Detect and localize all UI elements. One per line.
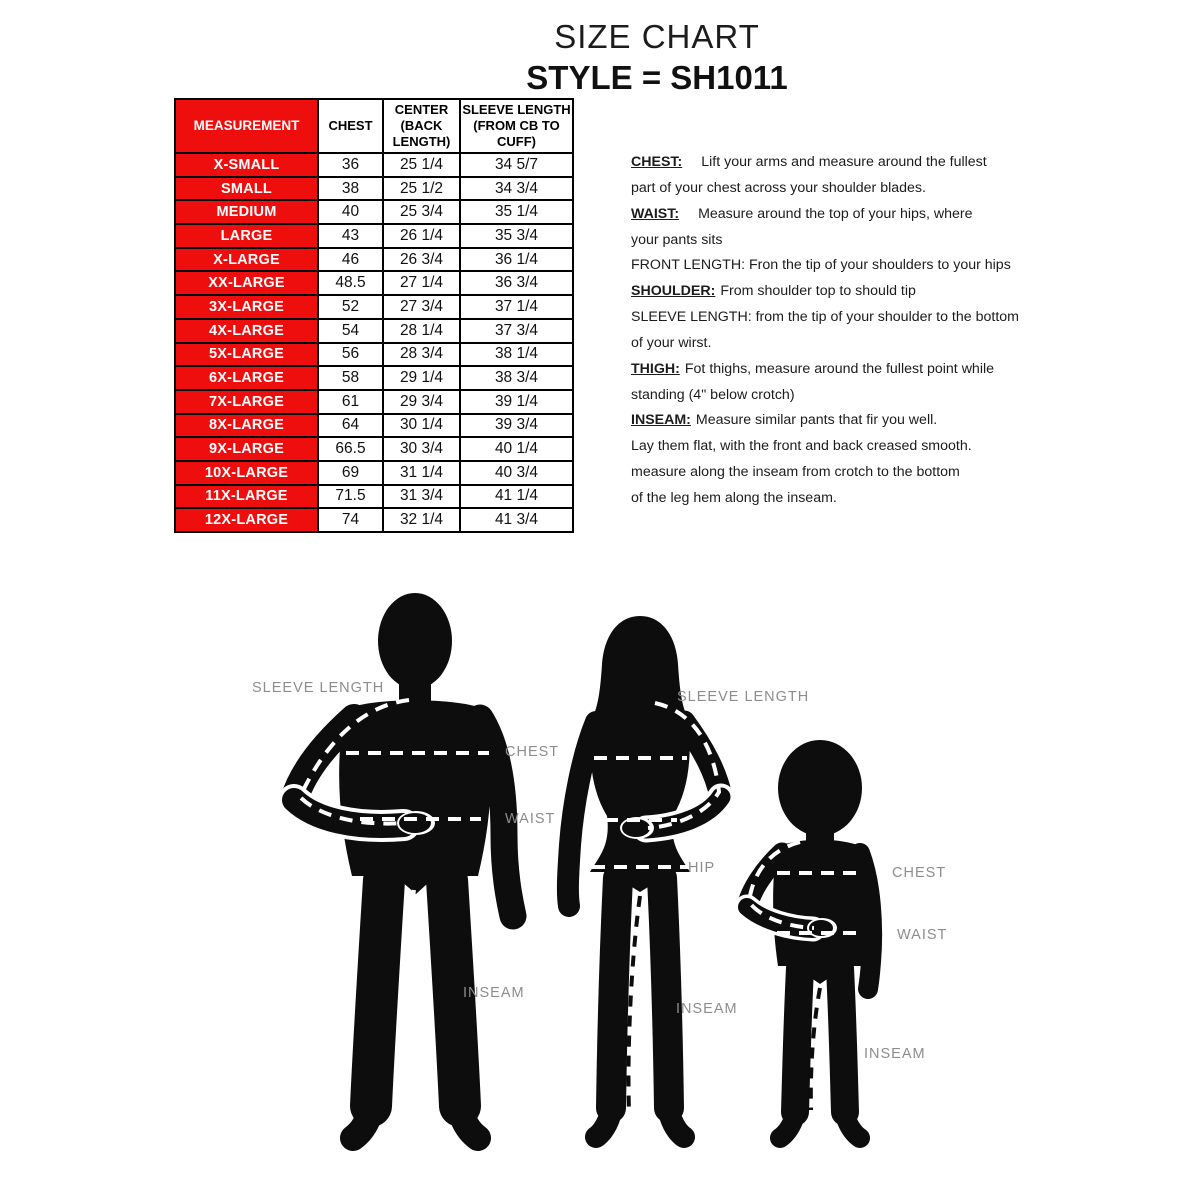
instruction-text: measure along the inseam from crotch to the bottom bbox=[631, 464, 960, 481]
man-right-foot bbox=[460, 1110, 478, 1138]
value-cell: 29 3/4 bbox=[383, 390, 460, 414]
instruction-line bbox=[631, 357, 1026, 383]
table-row bbox=[175, 177, 573, 201]
value-cell: 39 3/4 bbox=[460, 414, 573, 438]
size-name-cell: 3X-LARGE bbox=[175, 295, 318, 319]
child-left-foot bbox=[780, 1115, 795, 1138]
size-name-cell: 11X-LARGE bbox=[175, 485, 318, 509]
size-name-cell: X-SMALL bbox=[175, 153, 318, 177]
value-cell: 32 1/4 bbox=[383, 508, 460, 532]
instruction-text: standing (4" below crotch) bbox=[631, 386, 795, 403]
col-header-chest: CHEST bbox=[318, 99, 383, 153]
value-cell: 35 1/4 bbox=[460, 200, 573, 224]
value-cell: 40 1/4 bbox=[460, 437, 573, 461]
man-sleeve-length-label: SLEEVE LENGTH bbox=[252, 680, 385, 696]
value-cell: 25 3/4 bbox=[383, 200, 460, 224]
value-cell: 56 bbox=[318, 343, 383, 367]
size-table-body bbox=[175, 153, 573, 532]
value-cell: 54 bbox=[318, 319, 383, 343]
value-cell: 43 bbox=[318, 224, 383, 248]
figure-child bbox=[747, 740, 947, 1138]
instruction-line bbox=[631, 228, 1026, 254]
woman-sleeve-length-label: SLEEVE LENGTH bbox=[677, 689, 810, 705]
child-right-leg bbox=[840, 968, 845, 1112]
value-cell: 39 1/4 bbox=[460, 390, 573, 414]
size-table bbox=[174, 98, 574, 533]
man-chest-label: CHEST bbox=[505, 744, 560, 760]
value-cell: 36 3/4 bbox=[460, 271, 573, 295]
page-title: SIZE CHART bbox=[554, 18, 760, 55]
value-cell: 31 3/4 bbox=[383, 485, 460, 509]
table-row bbox=[175, 437, 573, 461]
size-name-cell: 12X-LARGE bbox=[175, 508, 318, 532]
value-cell: 74 bbox=[318, 508, 383, 532]
style-code: STYLE = SH1011 bbox=[526, 59, 788, 96]
table-row bbox=[175, 343, 573, 367]
table-row bbox=[175, 153, 573, 177]
value-cell: 34 3/4 bbox=[460, 177, 573, 201]
figure-man bbox=[252, 593, 559, 1138]
value-cell: 71.5 bbox=[318, 485, 383, 509]
value-cell: 36 bbox=[318, 153, 383, 177]
size-name-cell: 10X-LARGE bbox=[175, 461, 318, 485]
woman-inseam-label: INSEAM bbox=[676, 1001, 738, 1017]
table-row bbox=[175, 414, 573, 438]
value-cell: 26 3/4 bbox=[383, 248, 460, 272]
man-waist-label: WAIST bbox=[505, 811, 556, 827]
woman-hip-label: HIP bbox=[688, 860, 716, 876]
table-row bbox=[175, 319, 573, 343]
woman-left-arm bbox=[568, 722, 596, 906]
value-cell: 25 1/4 bbox=[383, 153, 460, 177]
size-name-cell: 4X-LARGE bbox=[175, 319, 318, 343]
measurement-instructions bbox=[631, 150, 1026, 512]
instruction-text: Measure around the top of your hips, where bbox=[698, 205, 973, 222]
col-header-center-back: CENTER (BACK LENGTH) bbox=[383, 99, 460, 153]
value-cell: 38 bbox=[318, 177, 383, 201]
value-cell: 66.5 bbox=[318, 437, 383, 461]
size-table-header bbox=[175, 99, 573, 153]
child-right-foot bbox=[845, 1115, 860, 1138]
value-cell: 61 bbox=[318, 390, 383, 414]
man-right-leg bbox=[447, 880, 460, 1106]
value-cell: 69 bbox=[318, 461, 383, 485]
value-cell: 29 1/4 bbox=[383, 366, 460, 390]
child-left-leg bbox=[795, 968, 800, 1112]
instruction-line bbox=[631, 434, 1026, 460]
value-cell: 35 3/4 bbox=[460, 224, 573, 248]
value-cell: 37 3/4 bbox=[460, 319, 573, 343]
size-name-cell: 5X-LARGE bbox=[175, 343, 318, 367]
instruction-label: CHEST: bbox=[631, 154, 683, 170]
size-name-cell: X-LARGE bbox=[175, 248, 318, 272]
value-cell: 25 1/2 bbox=[383, 177, 460, 201]
value-cell: 31 1/4 bbox=[383, 461, 460, 485]
value-cell: 34 5/7 bbox=[460, 153, 573, 177]
table-row bbox=[175, 224, 573, 248]
value-cell: 30 1/4 bbox=[383, 414, 460, 438]
instruction-line bbox=[631, 305, 1026, 331]
instruction-text: part of your chest across your shoulder blades. bbox=[631, 179, 926, 196]
instruction-line bbox=[631, 176, 1026, 202]
value-cell: 30 3/4 bbox=[383, 437, 460, 461]
woman-left-leg bbox=[611, 878, 618, 1108]
value-cell: 64 bbox=[318, 414, 383, 438]
size-name-cell: SMALL bbox=[175, 177, 318, 201]
col-header-sleeve-length: SLEEVE LENGTH (FROM CB TO CUFF) bbox=[460, 99, 573, 153]
instruction-text: Fot thighs, measure around the fullest point while bbox=[684, 360, 995, 377]
instruction-text: your pants sits bbox=[631, 231, 723, 248]
table-row bbox=[175, 461, 573, 485]
value-cell: 41 1/4 bbox=[460, 485, 573, 509]
instruction-line bbox=[631, 150, 1026, 176]
child-chest-label: CHEST bbox=[892, 865, 947, 881]
size-name-cell: LARGE bbox=[175, 224, 318, 248]
value-cell: 48.5 bbox=[318, 271, 383, 295]
table-row bbox=[175, 200, 573, 224]
instruction-text: FRONT LENGTH: Fron the tip of your shoulders to your hips bbox=[631, 257, 1011, 274]
man-hand bbox=[399, 813, 431, 833]
value-cell: 28 1/4 bbox=[383, 319, 460, 343]
man-left-foot bbox=[353, 1110, 371, 1138]
instruction-text: Lift your arms and measure around the fullest bbox=[701, 154, 987, 170]
instruction-line bbox=[631, 408, 1026, 434]
value-cell: 46 bbox=[318, 248, 383, 272]
value-cell: 27 3/4 bbox=[383, 295, 460, 319]
instruction-line bbox=[631, 253, 1026, 279]
value-cell: 27 1/4 bbox=[383, 271, 460, 295]
instruction-text: of the leg hem along the inseam. bbox=[631, 489, 837, 506]
woman-head-hair bbox=[588, 616, 692, 725]
table-row bbox=[175, 295, 573, 319]
header bbox=[457, 20, 857, 94]
size-name-cell: MEDIUM bbox=[175, 200, 318, 224]
table-row bbox=[175, 271, 573, 295]
instruction-label: WAIST: bbox=[631, 205, 680, 222]
size-name-cell: 6X-LARGE bbox=[175, 366, 318, 390]
table-row bbox=[175, 508, 573, 532]
man-inseam-label: INSEAM bbox=[463, 985, 525, 1001]
col-header-measurement: MEASUREMENT bbox=[175, 99, 318, 153]
value-cell: 40 bbox=[318, 200, 383, 224]
instruction-label: INSEAM: bbox=[631, 412, 691, 429]
table-row bbox=[175, 248, 573, 272]
woman-torso bbox=[590, 709, 690, 872]
instruction-text: Lay them flat, with the front and back creased smooth. bbox=[631, 438, 972, 455]
woman-right-leg bbox=[662, 878, 669, 1108]
instruction-line bbox=[631, 331, 1026, 357]
value-cell: 37 1/4 bbox=[460, 295, 573, 319]
instruction-line bbox=[631, 279, 1026, 305]
instruction-label: THIGH: bbox=[631, 360, 680, 377]
child-inseam-label: INSEAM bbox=[864, 1046, 926, 1062]
instruction-line bbox=[631, 202, 1026, 228]
value-cell: 52 bbox=[318, 295, 383, 319]
value-cell: 26 1/4 bbox=[383, 224, 460, 248]
instruction-text: From shoulder top to should tip bbox=[720, 283, 916, 300]
value-cell: 38 1/4 bbox=[460, 343, 573, 367]
size-name-cell: 9X-LARGE bbox=[175, 437, 318, 461]
instruction-text: SLEEVE LENGTH: from the tip of your shoulder to the bottom bbox=[631, 309, 1019, 326]
instruction-line bbox=[631, 486, 1026, 512]
child-waist-label: WAIST bbox=[897, 927, 948, 943]
table-row bbox=[175, 390, 573, 414]
instruction-text: Measure similar pants that fir you well. bbox=[695, 412, 938, 429]
table-row bbox=[175, 485, 573, 509]
value-cell: 40 3/4 bbox=[460, 461, 573, 485]
value-cell: 58 bbox=[318, 366, 383, 390]
man-left-leg bbox=[371, 880, 384, 1106]
table-row bbox=[175, 366, 573, 390]
value-cell: 38 3/4 bbox=[460, 366, 573, 390]
instruction-text: of your wirst. bbox=[631, 334, 712, 351]
size-name-cell: XX-LARGE bbox=[175, 271, 318, 295]
value-cell: 36 1/4 bbox=[460, 248, 573, 272]
measurement-figures bbox=[0, 575, 1200, 1200]
value-cell: 28 3/4 bbox=[383, 343, 460, 367]
size-name-cell: 8X-LARGE bbox=[175, 414, 318, 438]
instruction-line bbox=[631, 460, 1026, 486]
value-cell: 41 3/4 bbox=[460, 508, 573, 532]
size-name-cell: 7X-LARGE bbox=[175, 390, 318, 414]
header-row bbox=[175, 99, 573, 153]
instruction-line bbox=[631, 383, 1026, 409]
instruction-label: SHOULDER: bbox=[631, 283, 716, 300]
